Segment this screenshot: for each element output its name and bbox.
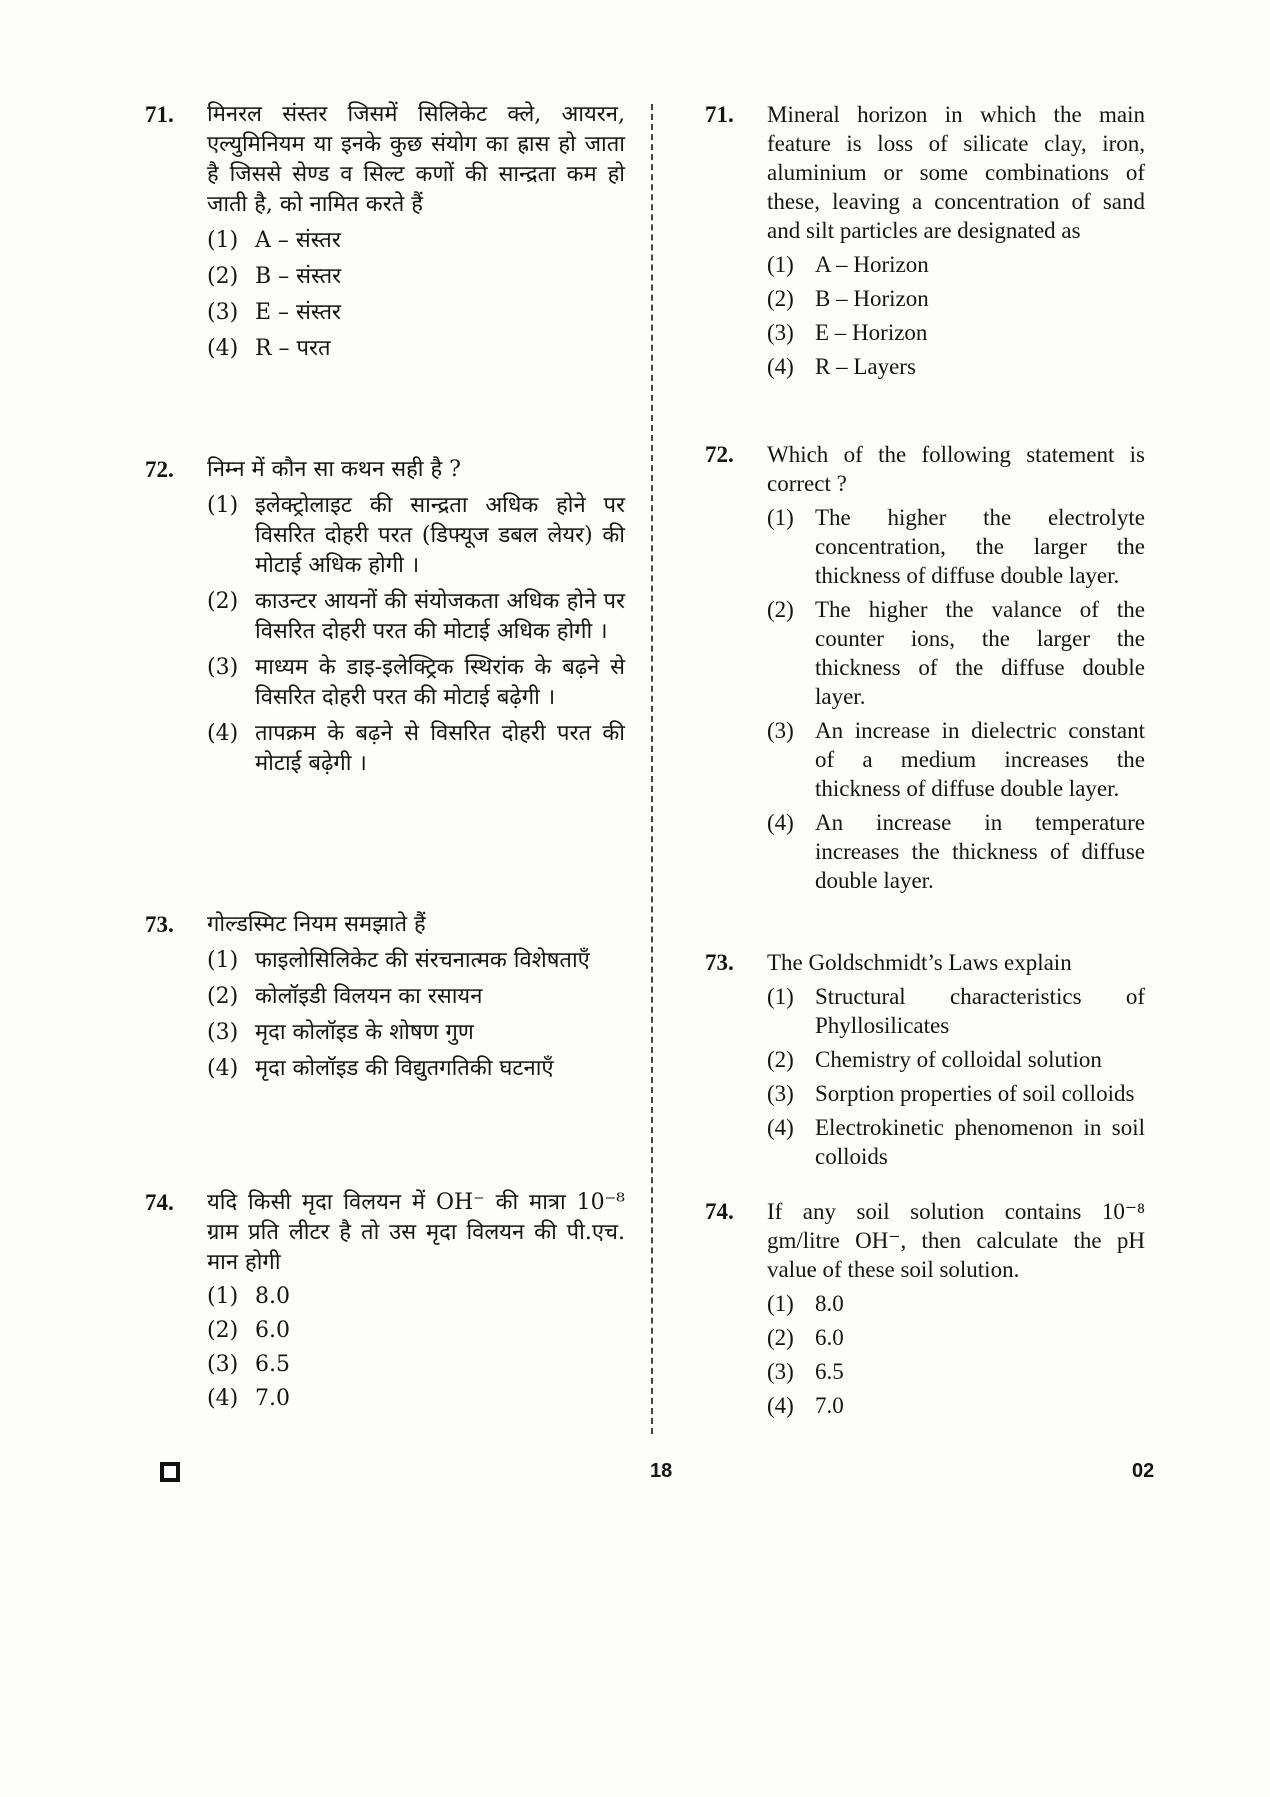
option-4 [207,719,625,779]
option-1 [207,946,625,976]
option-number: (3) [207,300,239,325]
option-2 [767,1323,1145,1352]
question-number: 73. [145,912,174,937]
question-text: If any soil solution contains 10⁻⁸ gm/litre OH⁻, then calculate the pH value of these soil solution. [767,1199,1145,1282]
option-3 [207,298,625,328]
page-number: 18 [650,1460,673,1482]
option-text: B – Horizon [815,286,929,311]
option-text: मृदा कोलॉइड के शोषण गुण [255,1020,474,1045]
question-text: गोल्डस्मिट नियम समझाते हैं [207,912,426,937]
question-number: 71. [145,102,174,127]
option-text: Chemistry of colloidal solution [815,1047,1102,1072]
option-3 [767,318,1145,347]
option-3 [207,653,625,713]
option-text: मृदा कोलॉइड की विद्युतगतिकी घटनाएँ [255,1056,554,1081]
option-2 [767,1045,1145,1074]
option-text: An increase in dielectric constant of a medium increases the thickness of diffuse double layer. [815,718,1145,801]
option-text: तापक्रम के बढ़ने से विसरित दोहरी परत की मोटाई बढ़ेगी । [255,721,625,776]
option-number: (1) [767,984,794,1009]
option-number: (1) [207,948,239,973]
option-text: कोलॉइडी विलयन का रसायन [255,984,483,1009]
option-number: (2) [767,1047,794,1072]
option-number: (3) [767,1359,794,1384]
question-73-english [705,948,1145,1171]
option-number: (3) [207,1352,239,1377]
option-number: (1) [767,1291,794,1316]
option-text: The higher the electrolyte concentration, the larger the thickness of diffuse double layer. [815,505,1145,588]
option-4 [767,1391,1145,1420]
option-number: (1) [767,505,794,530]
option-text: 7.0 [255,1386,290,1411]
question-text: The Goldschmidt’s Laws explain [767,950,1072,975]
option-number: (2) [767,597,794,622]
option-text: 6.5 [255,1352,290,1377]
option-number: (3) [767,320,794,345]
option-4 [207,334,625,364]
option-text: Structural characteristics of Phyllosilicates [815,984,1145,1038]
question-text: Which of the following statement is correct ? [767,442,1145,496]
option-4 [767,352,1145,381]
option-3 [767,1079,1145,1108]
question-number: 74. [145,1190,174,1215]
option-text: R – Layers [815,354,916,379]
option-1 [767,1289,1145,1318]
option-1 [207,1282,625,1312]
question-number: 72. [145,457,174,482]
option-2 [767,284,1145,313]
option-text: 6.0 [815,1325,844,1350]
option-text: इलेक्ट्रोलाइट की सान्द्रता अधिक होने पर विसरित दोहरी परत (डिफ्यूज डबल लेयर) की मोटाई अधिक होगी । [255,493,625,578]
option-number: (4) [767,1393,794,1418]
option-number: (4) [207,721,239,746]
option-text: A – Horizon [815,252,929,277]
option-2 [207,982,625,1012]
option-number: (2) [207,1318,239,1343]
option-4 [767,808,1145,895]
option-text: Sorption properties of soil colloids [815,1081,1135,1106]
option-4 [207,1054,625,1084]
option-number: (4) [767,810,794,835]
option-number: (4) [767,354,794,379]
square-marker-icon [160,1462,180,1482]
option-number: (4) [207,1386,239,1411]
option-text: 8.0 [815,1291,844,1316]
option-text: 6.5 [815,1359,844,1384]
option-number: (2) [207,589,239,614]
option-text: काउन्टर आयनों की संयोजकता अधिक होने पर विसरित दोहरी परत की मोटाई अधिक होगी । [255,589,625,644]
question-number: 73. [705,950,734,975]
question-text: निम्न में कौन सा कथन सही है ? [207,457,461,482]
option-text: The higher the valance of the counter ions, the larger the thickness of the diffuse double layer. [815,597,1145,709]
option-text: 7.0 [815,1393,844,1418]
question-number: 71. [705,102,734,127]
option-text: 8.0 [255,1284,290,1309]
option-number: (2) [767,1325,794,1350]
option-number: (2) [207,264,239,289]
option-1 [767,503,1145,590]
option-2 [207,1316,625,1346]
option-number: (1) [207,493,239,518]
option-2 [767,595,1145,711]
option-2 [207,587,625,647]
option-number: (3) [207,1020,239,1045]
option-2 [207,262,625,292]
option-4 [767,1113,1145,1171]
booklet-code: 02 [1132,1460,1155,1482]
option-number: (1) [767,252,794,277]
option-3 [207,1018,625,1048]
option-4 [207,1384,625,1414]
option-text: B – संस्तर [255,264,342,289]
question-72-hindi [145,455,625,779]
option-number: (1) [207,228,239,253]
question-71-hindi [145,100,625,364]
option-3 [767,1357,1145,1386]
option-text: E – Horizon [815,320,928,345]
option-text: माध्यम के डाइ-इलेक्ट्रिक स्थिरांक के बढ़ने से विसरित दोहरी परत की मोटाई बढ़ेगी । [255,655,625,710]
option-1 [207,226,625,256]
option-number: (4) [207,336,239,361]
option-number: (3) [767,1081,794,1106]
question-73-hindi [145,910,625,1084]
column-divider [651,104,653,1434]
option-text: E – संस्तर [255,300,342,325]
question-text: यदि किसी मृदा विलयन में OH⁻ की मात्रा 10⁻⁸ ग्राम प्रति लीटर है तो उस मृदा विलयन की पी.एच. मान होगी [207,1190,625,1275]
option-number: (3) [767,718,794,743]
option-number: (4) [767,1115,794,1140]
option-text: Electrokinetic phenomenon in soil colloids [815,1115,1145,1169]
option-1 [767,250,1145,279]
question-number: 74. [705,1199,734,1224]
question-74-english [705,1197,1145,1420]
question-number: 72. [705,442,734,467]
option-text: R – परत [255,336,331,361]
option-number: (4) [207,1056,239,1081]
option-text: A – संस्तर [255,228,341,253]
option-3 [207,1350,625,1380]
question-74-hindi [145,1188,625,1414]
option-1 [207,491,625,581]
option-number: (1) [207,1284,239,1309]
option-number: (2) [207,984,239,1009]
option-text: फाइलोसिलिकेट की संरचनात्मक विशेषताएँ [255,948,590,973]
question-71-english [705,100,1145,381]
question-text: मिनरल संस्तर जिसमें सिलिकेट क्ले, आयरन, एल्युमिनियम या इनके कुछ संयोग का ह्रास हो जाता है जिससे सेण्ड व सिल्ट कणों की सान्द्रता कम हो जाती है, को नामित करते हैं [207,102,625,217]
question-72-english [705,440,1145,895]
question-text: Mineral horizon in which the main feature is loss of silicate clay, iron, aluminium or some combinations of these, leaving a concentration of sand and silt particles are designated as [767,102,1145,243]
option-number: (2) [767,286,794,311]
option-1 [767,982,1145,1040]
option-text: An increase in temperature increases the thickness of diffuse double layer. [815,810,1145,893]
option-number: (3) [207,655,239,680]
option-text: 6.0 [255,1318,290,1343]
option-3 [767,716,1145,803]
